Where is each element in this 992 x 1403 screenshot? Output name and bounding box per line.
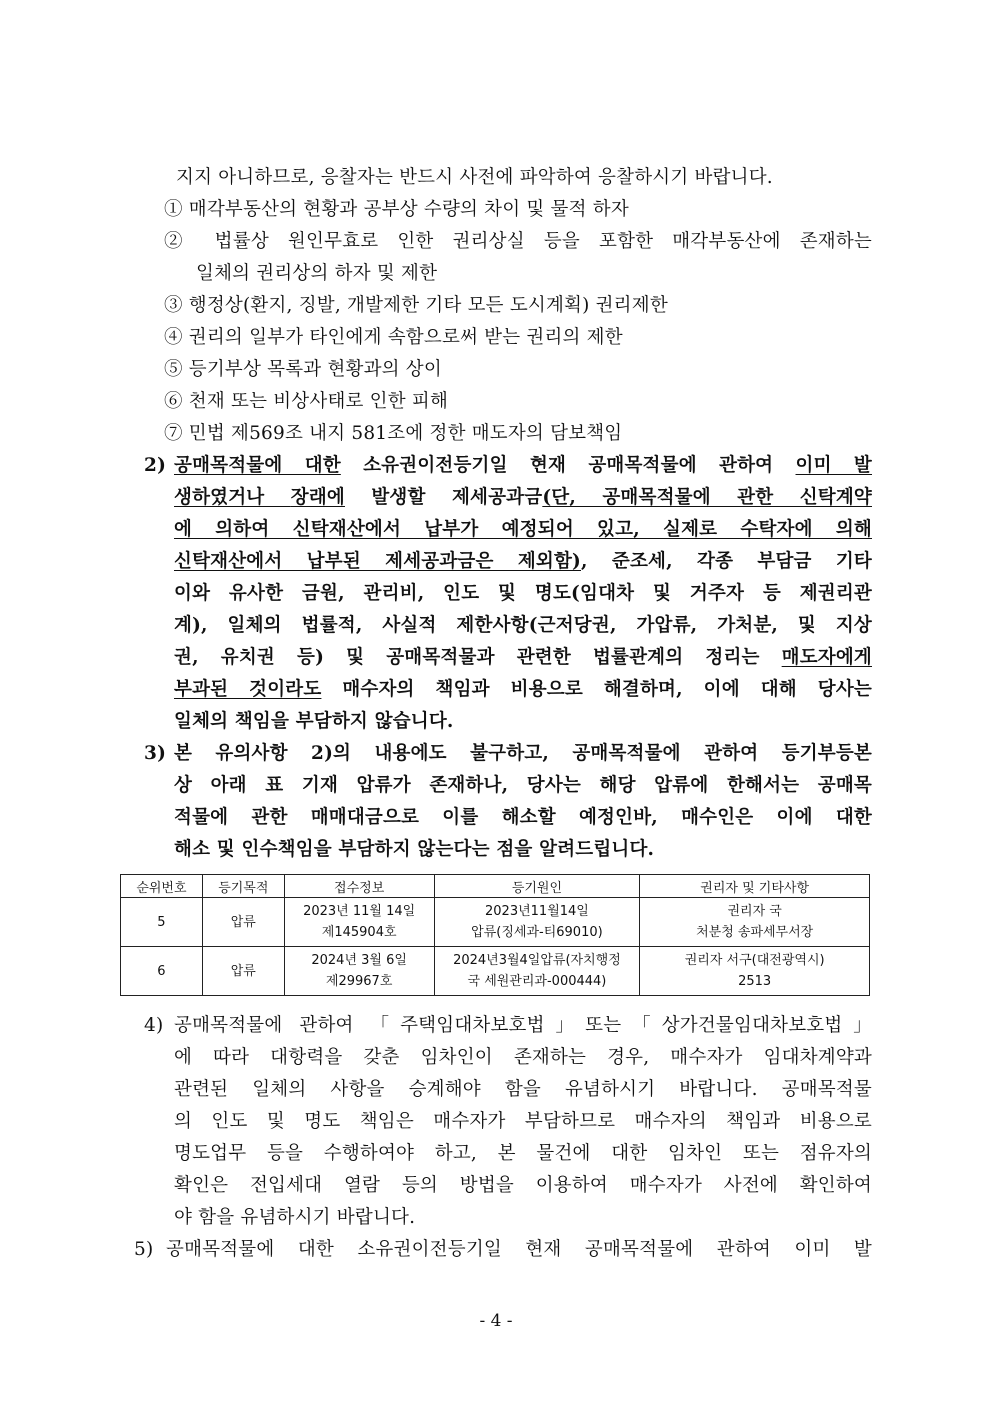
cell-holder [640,898,870,947]
item-2-text: , 준조세, 각종 부담금 기타 [581,551,873,572]
item-3-line-1: 본 유의사항 2)의 내용에도 불구하고, 공매목적물에 관하여 등기부등본 [174,743,872,764]
item-2-text: 매도자에게 [781,647,872,668]
cause-date: 2023년11월14일 [485,904,589,919]
item-2-text: 발생할 제세공과금 [344,487,543,508]
item-2-text: 공매목적물에 대한 [174,455,341,476]
item-2-text: 권, 유치권 등) 및 공매목적물과 관련한 법률관계의 정리는 [174,647,782,668]
intro-line: 지지 아니하므로, 응찰자는 반드시 사전에 파악하여 응찰하시기 바랍니다. [176,167,773,188]
item-4-line-4: 의 인도 및 명도 책임은 매수자가 부담하므로 매수자의 책임과 비용으로 [174,1111,872,1132]
item-2-text: (단, 공매목적물에 관한 신탁계약 [542,487,872,508]
receipt-number: 제29967호 [325,974,393,989]
item-4-line-3: 관련된 일체의 사항을 승계해야 함을 유념하시기 바랍니다. 공매목적물 [174,1079,872,1100]
item-2-line-9: 일체의 책임을 부담하지 않습니다. [174,711,454,732]
defect-item-2: ② 법률상 원인무효로 인한 권리상실 등을 포함한 매각부동산에 존재하는 [164,231,872,252]
cell-receipt [284,898,434,947]
table-row [121,898,870,947]
header-holder: 권리자 및 기타사항 [640,875,870,898]
item-2-text: 장래에 [290,487,345,508]
cell-purpose: 압류 [202,947,284,996]
cause-detail: 압류(징세과-티69010) [471,925,603,940]
defect-item-6: ⑥ 천재 또는 비상사태로 인한 피해 [164,391,449,412]
item-4-line-2: 에 따라 대항력을 갖춘 임차인이 존재하는 경우, 매수자가 임대차계약과 [174,1047,872,1068]
item-2-line-6: 계), 일체의 법률적, 사실적 제한사항(근저당권, 가압류, 가처분, 및 지상 [174,615,872,636]
defect-item-3: ③ 행정상(환지, 징발, 개발제한 기타 모든 도시계획) 권리제한 [164,295,668,316]
seizure-table [120,874,870,996]
item-4-line-5: 명도업무 등을 수행하여야 하고, 본 물건에 대한 임차인 또는 점유자의 [174,1143,872,1164]
item-4-line-7: 야 함을 유념하시기 바랍니다. [174,1207,416,1228]
item-2-line-4 [174,548,872,576]
item-4-line-6: 확인은 전입세대 열람 등의 방법을 이용하여 매수자가 사전에 확인하여 [174,1175,872,1196]
holder-name: 권리자 서구(대전광역시) [684,953,825,968]
cause-detail: 국 세원관리과-000444) [467,974,607,989]
receipt-date: 2023년 11월 14일 [303,904,416,919]
defect-item-5: ⑤ 등기부상 목록과 현황과의 상이 [164,359,442,380]
item-2-text: 부과된 것이라도 [174,679,322,700]
item-5-line-1: 공매목적물에 대한 소유권이전등기일 현재 공매목적물에 관하여 이미 발 [166,1239,872,1260]
receipt-date: 2024년 3월 6일 [311,953,407,968]
header-rank: 순위번호 [121,875,203,898]
receipt-number: 제145904호 [321,925,397,940]
item-2-text: 소유권이전등기일 현재 공매목적물에 관하여 [340,455,796,476]
defect-item-2-continued: 일체의 권리상의 하자 및 제한 [196,263,438,284]
item-3-line-2: 상 아래 표 기재 압류가 존재하나, 당사는 해당 압류에 한해서는 공매목 [174,775,872,796]
item-4-line-1: 공매목적물에 관하여 「주택임대차보호법」또는「상가건물임대차보호법」 [174,1015,872,1036]
holder-detail: 2513 [738,974,772,989]
item-3-line-4: 해소 및 인수책임을 부담하지 않는다는 점을 알려드립니다. [174,839,655,860]
header-cause: 등기원인 [434,875,640,898]
item-2-label: 2) [144,455,167,476]
item-4-label: 4) [144,1015,164,1036]
holder-detail: 처분청 송파세무서장 [696,925,814,940]
item-5-label: 5) [134,1239,154,1260]
page-number: - 4 - [479,1311,513,1331]
header-receipt: 접수정보 [284,875,434,898]
item-2-text: 신탁재산에서 납부된 제세공과금은 제외함) [174,551,581,572]
item-2-text: 매수자의 책임과 비용으로 해결하며, 이에 대해 당사는 [321,679,872,700]
defect-item-1: ① 매각부동산의 현황과 공부상 수량의 차이 및 물적 하자 [164,199,629,220]
item-2-line-5: 이와 유사한 금원, 관리비, 인도 및 명도(임대차 및 거주자 등 제권리관 [174,583,872,604]
cell-rank: 6 [121,947,203,996]
table-row [121,947,870,996]
cause-date: 2024년3월4일압류(자치행정 [453,953,621,968]
header-purpose: 등기목적 [202,875,284,898]
item-2-text: 이미 발 [795,455,872,476]
cell-holder [640,947,870,996]
item-2-line-1 [174,452,872,480]
item-2-line-3: 에 의하여 신탁재산에서 납부가 예정되어 있고, 실제로 수탁자에 의해 [174,519,872,540]
cell-rank: 5 [121,898,203,947]
cell-purpose: 압류 [202,898,284,947]
table-header-row [121,875,870,898]
item-2-line-2 [174,484,872,512]
cell-cause [434,898,640,947]
defect-item-4: ④ 권리의 일부가 타인에게 속함으로써 받는 권리의 제한 [164,327,623,348]
item-2-line-8 [174,676,872,704]
holder-name: 권리자 국 [727,904,782,919]
cell-receipt [284,947,434,996]
defect-item-7: ⑦ 민법 제569조 내지 581조에 정한 매도자의 담보책임 [164,423,623,444]
item-3-line-3: 적물에 관한 매매대금으로 이를 해소할 예정인바, 매수인은 이에 대한 [174,807,872,828]
item-2-line-7 [174,644,872,672]
item-2-text: 생하였거나 [174,487,291,508]
cell-cause [434,947,640,996]
item-3-label: 3) [144,743,167,764]
